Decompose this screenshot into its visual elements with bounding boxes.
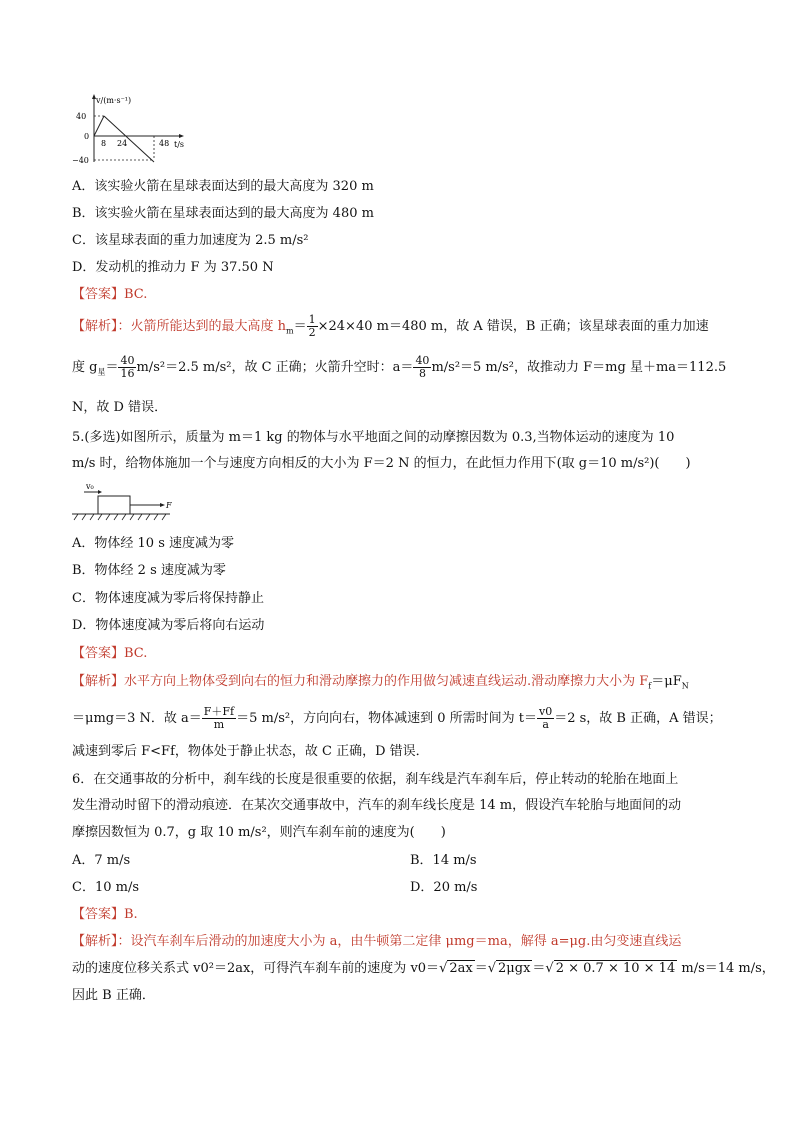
block-force-figure [70, 480, 180, 522]
q4-answer: 【答案】BC. [72, 287, 148, 302]
q5-option-d: D．物体速度减为零后将向右运动 [72, 618, 265, 633]
q6-option-c: C．10 m/s [72, 880, 139, 895]
q5-option-a: A．物体经 10 s 速度减为零 [72, 536, 234, 551]
q5-option-c: C．物体速度减为零后将保持静止 [72, 591, 264, 606]
graph-velocity-line-down [104, 116, 154, 162]
q4-option-c: C．该星球表面的重力加速度为 2.5 m/s² [72, 233, 309, 248]
q4-analysis-line-2: 度 $g_星=$ $\frac{40}{16}$ m/s²＝2.5 m/s²，故 C 正确；火箭升空时：a＝ $\frac{40}{8}$ m/s²＝5 m/s²，故推动力 F＝mg 星＋ma＝112.5 [72, 354, 727, 380]
graph-tick-x-48: 48 [159, 139, 170, 148]
q6-option-a: A．7 m/s [72, 853, 131, 868]
q6-option-d: D．20 m/s [410, 880, 478, 895]
graph-y-label: v/(m·s⁻¹) [96, 96, 132, 105]
fig-block [98, 496, 130, 514]
q6-stem-line-3: 摩擦因数恒为 0.7，g 取 10 m/s²，则汽车刹车前的速度为( ) [72, 825, 446, 840]
graph-x-label: t/s [174, 140, 185, 149]
graph-tick-x-24: 24 [117, 139, 128, 148]
velocity-time-graph [70, 92, 200, 167]
q5-analysis-line-3: 减速到零后 F<Ff，物体处于静止状态，故 C 正确，D 错误． [72, 744, 429, 759]
graph-tick-x-8: 8 [101, 139, 107, 148]
q6-analysis-line-1: 【解析】：设汽车刹车后滑动的加速度大小为 a，由牛顿第二定律 μmg＝ma，解得 a=μg.由匀变速直线运 [72, 934, 682, 949]
q5-answer: 【答案】BC. [72, 646, 148, 661]
q6-option-b: B．14 m/s [410, 853, 477, 868]
graph-velocity-line-up [94, 116, 104, 136]
graph-tick-y-0: 0 [84, 132, 90, 141]
q4-option-b: B．该实验火箭在星球表面达到的最大高度为 480 m [72, 206, 374, 221]
q4-analysis-line-3: N，故 D 错误． [72, 400, 168, 415]
q5-analysis-line-1: 【解析】水平方向上物体受到向右的恒力和滑动摩擦力的作用做匀减速直线运动.滑动摩擦力大小为 $F_f=\mu F_N$ [72, 674, 689, 691]
q5-option-b: B．物体经 2 s 速度减为零 [72, 563, 226, 578]
graph-tick-y-minus40: −40 [72, 156, 89, 165]
q6-analysis-line-3: 因此 B 正确． [72, 988, 155, 1003]
q5-stem-line-1: 5.(多选)如图所示，质量为 m＝1 kg 的物体与水平地面之间的动摩擦因数为 0.3,当物体运动的速度为 10 [72, 430, 675, 445]
graph-tick-y-40: 40 [76, 112, 87, 121]
fig-F-label: F [166, 501, 172, 510]
q4-analysis-line-1: 【解析】：火箭所能达到的最大高度 $h_m=$ $\frac{1}{2}$ ×24×40 m＝480 m，故 A 错误，B 正确；该星球表面的重力加速 [72, 313, 709, 339]
q6-stem-line-2: 发生滑动时留下的滑动痕迹．在某次交通事故中，汽车的刹车线长度是 14 m，假设汽车轮胎与地面间的动 [72, 798, 682, 813]
q5-analysis-line-2: ＝μmg＝3 N．故 a＝ $\frac{F+Ff}{m}$ ＝5 m/s²，方向向右，物体减速到 0 所需时间为 t＝ $\frac{v0}{a}$ ＝2 s，故 B 正确，A 错误； [72, 705, 722, 731]
q6-stem-line-1: 6．在交通事故的分析中，刹车线的长度是很重要的依据，刹车线是汽车刹车后，停止转动的轮胎在地面上 [72, 772, 679, 787]
q4-option-d: D．发动机的推动力 F 为 37.50 N [72, 260, 274, 275]
q5-stem-line-2: m/s 时，给物体施加一个与速度方向相反的大小为 F＝2 N 的恒力，在此恒力作用下(取 g＝10 m/s²)( ) [72, 456, 691, 471]
fig-v0-label: v₀ [86, 482, 94, 491]
q4-option-a: A．该实验火箭在星球表面达到的最大高度为 320 m [72, 179, 374, 194]
q6-analysis-line-2: 动的速度位移关系式 v0²＝2ax，可得汽车刹车前的速度为 v0＝√ 2ax ＝√ 2μgx ＝√ 2 × 0.7 × 10 × 14 m/s＝14 m/s， [72, 961, 775, 976]
q6-answer: 【答案】B. [72, 907, 138, 922]
